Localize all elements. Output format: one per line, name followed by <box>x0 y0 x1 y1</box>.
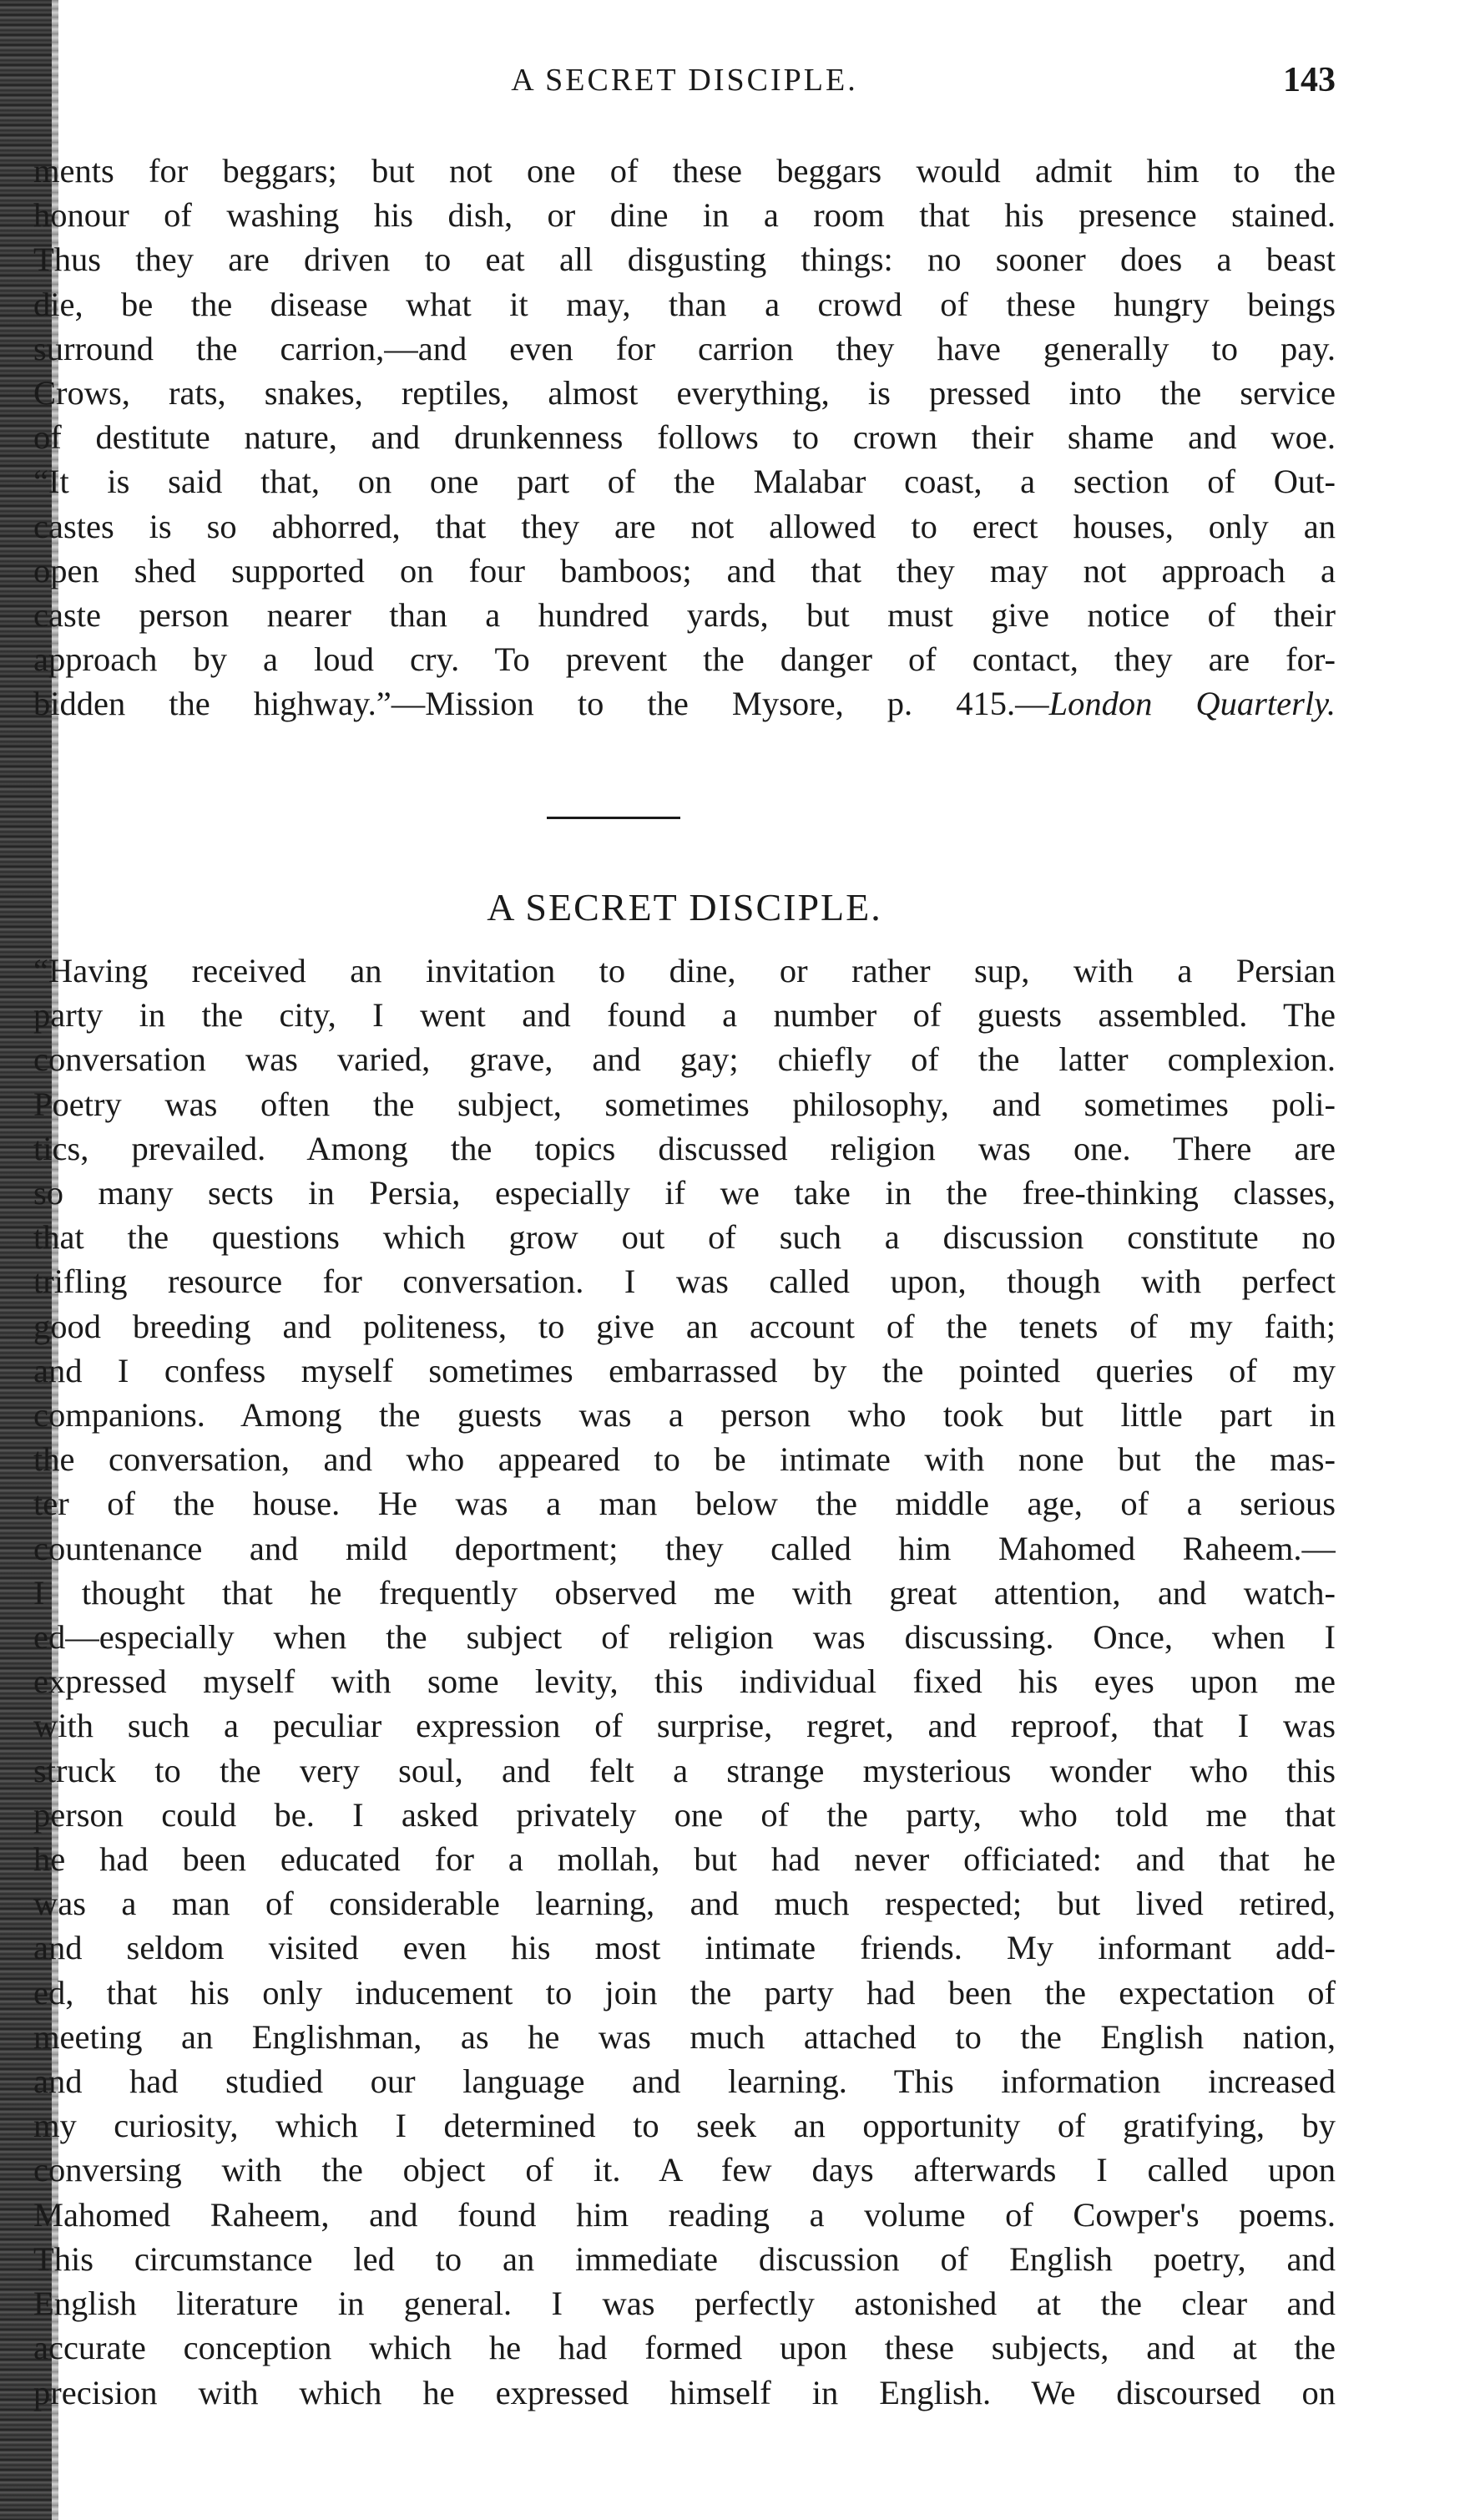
text-line: and seldom visited even his most intimate friends. My informant add- <box>33 1929 1336 1967</box>
text-line: tics, prevailed. Among the topics discussed religion was one. There are <box>33 1129 1336 1167</box>
text-line: surround the carrion,—and even for carrion they have generally to pay. <box>33 329 1336 367</box>
text-line: the conversation, and who appeared to be intimate with none but the mas- <box>33 1440 1336 1479</box>
citation-text: bidden the highway.”—Mission to the Mysore, p. 415.— <box>33 685 1049 723</box>
text-line: Crows, rats, snakes, reptiles, almost everything, is pressed into the service <box>33 374 1336 412</box>
text-line: castes is so abhorred, that they are not allowed to erect houses, only an <box>33 507 1336 545</box>
text-line: Thus they are driven to eat all disgusting things: no sooner does a beast <box>33 240 1336 279</box>
text-line: conversing with the object of it. A few days afterwards I called upon <box>33 2151 1336 2189</box>
text-line: expressed myself with some levity, this individual fixed his eyes upon me <box>33 1662 1336 1701</box>
section-divider <box>547 817 680 819</box>
text-line: and had studied our language and learning. This information increased <box>33 2062 1336 2101</box>
text-line: companions. Among the guests was a person who took but little part in <box>33 1396 1336 1435</box>
text-line: Poetry was often the subject, sometimes philosophy, and sometimes poli- <box>33 1085 1336 1123</box>
text-line: with such a peculiar expression of surprise, regret, and reproof, that I was <box>33 1707 1336 1745</box>
text-line: caste person nearer than a hundred yards, but must give notice of their <box>33 596 1336 635</box>
text-line: person could be. I asked privately one of the party, who told me that <box>33 1795 1336 1834</box>
text-line: that the questions which grow out of such a discussion constitute no <box>33 1218 1336 1257</box>
running-head <box>33 62 1336 112</box>
article-body <box>33 949 1336 2415</box>
text-line: my curiosity, which I determined to seek an opportunity of gratifying, by <box>33 2107 1336 2145</box>
text-line: of destitute nature, and drunkenness follows to crown their shame and woe. <box>33 418 1336 457</box>
text-line: accurate conception which he had formed upon these subjects, and at the <box>33 2329 1336 2367</box>
text-line: honour of washing his dish, or dine in a room that his presence stained. <box>33 196 1336 235</box>
text-line: good breeding and politeness, to give an account of the tenets of my faith; <box>33 1307 1336 1345</box>
text-line: “Having received an invitation to dine, or rather sup, with a Persian <box>33 952 1336 989</box>
text-line: die, be the disease what it may, than a crowd of these hungry beings <box>33 285 1336 323</box>
text-line: Mahomed Raheem, and found him reading a volume of Cowper's poems. <box>33 2195 1336 2234</box>
text-line: approach by a loud cry. To prevent the danger of contact, they are for- <box>33 640 1336 679</box>
book-page <box>33 0 1336 2520</box>
text-line: trifling resource for conversation. I was called upon, though with perfect <box>33 1263 1336 1301</box>
text-line: open shed supported on four bamboos; and that they may not approach a <box>33 551 1336 590</box>
text-line: and I confess myself sometimes embarrassed by the pointed queries of my <box>33 1351 1336 1389</box>
text-line: This circumstance led to an immediate discussion of English poetry, and <box>33 2239 1336 2278</box>
running-title: A SECRET DISCIPLE. <box>511 63 858 98</box>
text-line: countenance and mild deportment; they called him Mahomed Raheem.— <box>33 1529 1336 1567</box>
text-line: ter of the house. He was a man below the middle age, of a serious <box>33 1485 1336 1523</box>
text-line: ments for beggars; but not one of these beggars would admit him to the <box>33 152 1336 190</box>
continued-paragraph <box>33 149 1336 726</box>
text-line: conversation was varied, grave, and gay; chiefly of the latter complexion. <box>33 1040 1336 1079</box>
text-line: ed, that his only inducement to join the party had been the expectation of <box>33 1973 1336 2011</box>
text-line: I thought that he frequently observed me with great attention, and watch- <box>33 1573 1336 1612</box>
text-line: party in the city, I went and found a number of guests assembled. The <box>33 996 1336 1035</box>
text-line: he had been educated for a mollah, but had never officiated: and that he <box>33 1840 1336 1879</box>
text-line: English literature in general. I was perfectly astonished at the clear and <box>33 2285 1336 2323</box>
text-line: was a man of considerable learning, and much respected; but lived retired, <box>33 1885 1336 1923</box>
text-line: meeting an Englishman, as he was much attached to the English nation, <box>33 2017 1336 2056</box>
citation-source: London Quarterly. <box>1048 685 1336 723</box>
text-line: precision with which he expressed himself in English. We discoursed on <box>33 2373 1336 2411</box>
section-title: A SECRET DISCIPLE. <box>487 886 882 929</box>
text-line: ed—especially when the subject of religion was discussing. Once, when I <box>33 1618 1336 1657</box>
text-line: “It is said that, on one part of the Malabar coast, a section of Out- <box>33 463 1336 501</box>
text-line: so many sects in Persia, especially if we take in the free-thinking classes, <box>33 1174 1336 1212</box>
text-line: struck to the very soul, and felt a strange mysterious wonder who this <box>33 1751 1336 1789</box>
page-number: 143 <box>1283 61 1336 99</box>
text-line-citation <box>33 681 1336 726</box>
